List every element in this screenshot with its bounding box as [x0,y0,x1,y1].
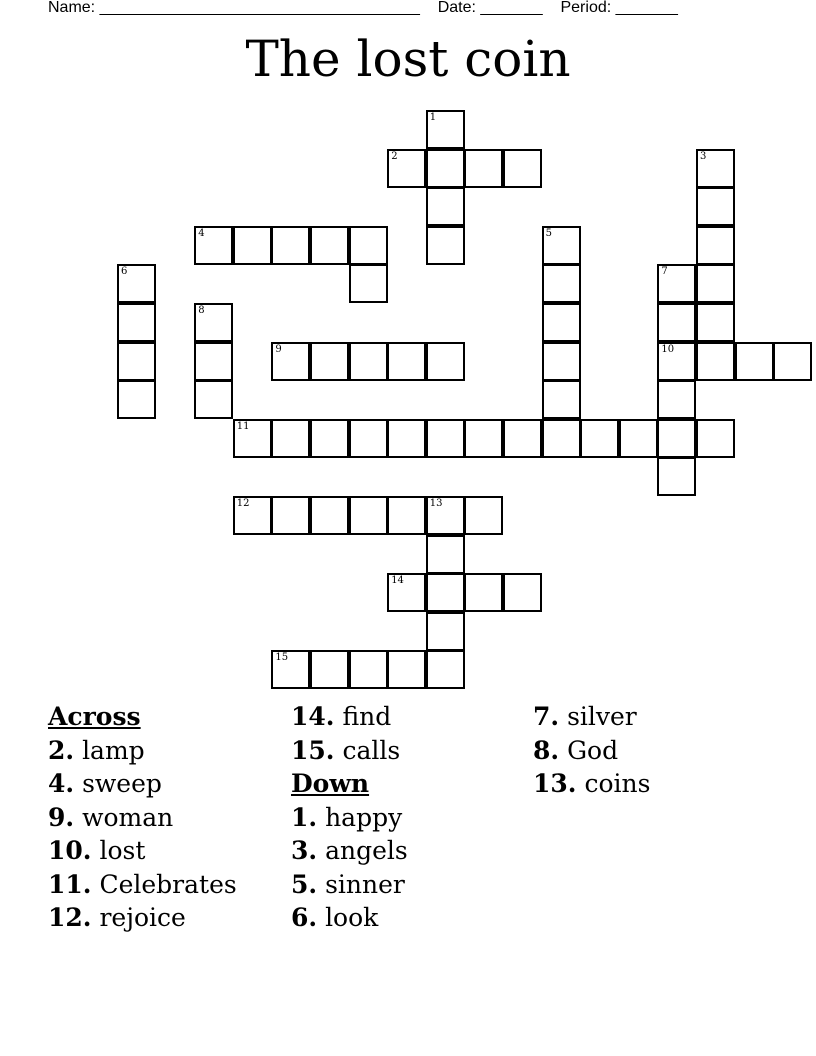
crossword-cell[interactable] [696,264,735,303]
crossword-cell[interactable] [464,496,503,535]
crossword-cell[interactable] [542,342,581,381]
clue-number: 1. [291,802,318,832]
clue-text: lamp [82,735,145,765]
clue-number-label: 4 [198,227,205,239]
crossword-cell[interactable] [310,419,349,458]
crossword-cell[interactable] [426,187,465,226]
crossword-cell[interactable] [387,650,426,689]
clue-number: 15. [291,735,335,765]
period-label: Period: [560,0,612,16]
date-label: Date: [437,0,476,16]
crossword-cell[interactable] [426,612,465,651]
crossword-cell[interactable] [349,226,388,265]
crossword-cell[interactable] [657,303,696,342]
crossword-cell[interactable] [657,457,696,496]
crossword-cell[interactable] [773,342,812,381]
crossword-cell[interactable] [271,419,310,458]
clue-down-7 [533,700,650,734]
clue-down-8 [533,734,650,768]
crossword-cell[interactable] [503,419,542,458]
page-title: The lost coin [245,30,571,88]
clues-column-1 [48,700,237,935]
crossword-cell[interactable] [657,419,696,458]
clue-text: silver [567,702,637,731]
clue-number-label: 12 [236,498,250,509]
crossword-cell[interactable] [194,303,233,342]
clue-text: lost [99,836,146,865]
clue-text: Celebrates [99,869,237,899]
clue-across-15 [291,734,408,768]
clue-down-5 [291,868,408,902]
clue-text: find [342,702,392,731]
crossword-cell[interactable] [271,496,310,535]
crossword-cell[interactable] [657,342,696,381]
crossword-cell[interactable] [542,303,581,342]
crossword-cell[interactable] [271,226,310,265]
clue-text: God [567,735,619,765]
crossword-cell[interactable] [426,535,465,574]
crossword-cell[interactable] [387,149,426,188]
crossword-cell[interactable] [310,650,349,689]
crossword-cell[interactable] [735,342,774,381]
clue-number-label: 10 [661,343,675,355]
crossword-cell[interactable] [426,496,465,535]
clue-number: 10. [48,836,92,865]
crossword-cell[interactable] [310,226,349,265]
crossword-cell[interactable] [696,187,735,226]
clue-number-label: 5 [545,227,552,239]
crossword-cell[interactable] [542,264,581,303]
crossword-cell[interactable] [580,419,619,458]
crossword-cell[interactable] [657,264,696,303]
clue-text: happy [325,802,403,832]
crossword-cell[interactable] [464,419,503,458]
crossword-cell[interactable] [233,226,272,265]
clue-across-2 [48,734,237,768]
clue-number: 2. [48,735,75,765]
clue-number-label: 13 [429,498,443,509]
clue-text: angels [325,836,408,865]
clue-number: 14. [291,702,335,731]
crossword-cell[interactable] [349,264,388,303]
clues-column-3 [533,700,650,801]
crossword-cell[interactable] [619,419,658,458]
crossword-cell[interactable] [503,149,542,188]
crossword-cell[interactable] [117,342,156,381]
clue-number-label: 2 [391,150,398,162]
crossword-cell[interactable] [387,419,426,458]
clue-number: 9. [48,802,75,832]
crossword-cell[interactable] [194,380,233,419]
crossword-cell[interactable] [349,496,388,535]
clue-number-label: 11 [236,420,250,432]
crossword-cell[interactable] [349,419,388,458]
crossword-cell[interactable] [194,342,233,381]
clue-number: 5. [291,869,318,899]
clue-number-label: 6 [121,266,128,278]
date-blank[interactable]: _______ [480,0,543,16]
crossword-cell[interactable] [349,650,388,689]
crossword-cell[interactable] [310,496,349,535]
clue-across-11 [48,868,237,902]
period-blank[interactable]: _______ [615,0,678,16]
across-heading: Across [48,702,141,731]
crossword-cell[interactable] [233,496,272,535]
crossword-cell[interactable] [117,303,156,342]
crossword-cell[interactable] [387,342,426,381]
crossword-cell[interactable] [387,496,426,535]
clue-number-label: 9 [275,343,282,355]
crossword-cell[interactable] [117,264,156,303]
crossword-cell[interactable] [696,303,735,342]
crossword-cell[interactable] [464,573,503,612]
down-heading: Down [291,769,370,798]
clue-number: 7. [533,702,560,731]
clue-down-3 [291,834,408,868]
clue-number: 12. [48,903,92,932]
crossword-cell[interactable] [310,342,349,381]
clue-across-10 [48,834,237,868]
header-fields [48,0,678,17]
crossword-cell[interactable] [696,342,735,381]
clue-number: 4. [48,769,75,798]
name-blank[interactable]: ____________________________________ [99,0,420,16]
crossword-cell[interactable] [503,573,542,612]
crossword-cell[interactable] [271,650,310,689]
clue-text: woman [82,802,174,832]
crossword-cell[interactable] [464,149,503,188]
clue-down-13 [533,767,650,801]
clue-number: 11. [48,869,92,899]
clue-across-9 [48,801,237,835]
clue-text: rejoice [99,903,186,932]
crossword-cell[interactable] [696,419,735,458]
clue-number-label: 8 [198,305,205,316]
clue-across-14 [291,700,408,734]
clue-text: coins [584,769,651,798]
crossword-cell[interactable] [696,149,735,188]
crossword-cell[interactable] [657,380,696,419]
crossword-cell[interactable] [387,573,426,612]
clue-number: 3. [291,836,318,865]
clue-number-label: 15 [275,652,289,664]
clue-text: sinner [325,869,405,899]
clue-text: sweep [82,769,162,798]
crossword-cell[interactable] [426,650,465,689]
crossword-cell[interactable] [271,342,310,381]
crossword-cell[interactable] [542,380,581,419]
clue-across-4 [48,767,237,801]
clue-number-label: 3 [700,150,707,162]
crossword-cell[interactable] [349,342,388,381]
clue-number: 8. [533,735,560,765]
crossword-cell[interactable] [117,380,156,419]
name-label: Name: [48,0,96,16]
clue-text: calls [342,735,401,765]
clue-number: 6. [291,903,318,932]
crossword-cell[interactable] [233,419,272,458]
clue-number: 13. [533,769,577,798]
clue-number-label: 14 [391,575,404,587]
crossword-cell[interactable] [696,226,735,265]
clues-column-2 [291,700,408,935]
clue-across-12 [48,901,237,935]
crossword-cell[interactable] [426,342,465,381]
crossword-cell[interactable] [426,110,465,149]
crossword-cell[interactable] [426,573,465,612]
clue-down-6 [291,901,408,935]
crossword-cell[interactable] [194,226,233,265]
clue-text: look [325,903,379,932]
clue-number-label: 7 [661,266,668,278]
crossword-cell[interactable] [426,226,465,265]
clue-number-label: 1 [429,112,437,123]
crossword-cell[interactable] [426,419,465,458]
clue-down-1 [291,801,408,835]
crossword-cell[interactable] [542,419,581,458]
crossword-cell[interactable] [542,226,581,265]
crossword-cell[interactable] [426,149,465,188]
